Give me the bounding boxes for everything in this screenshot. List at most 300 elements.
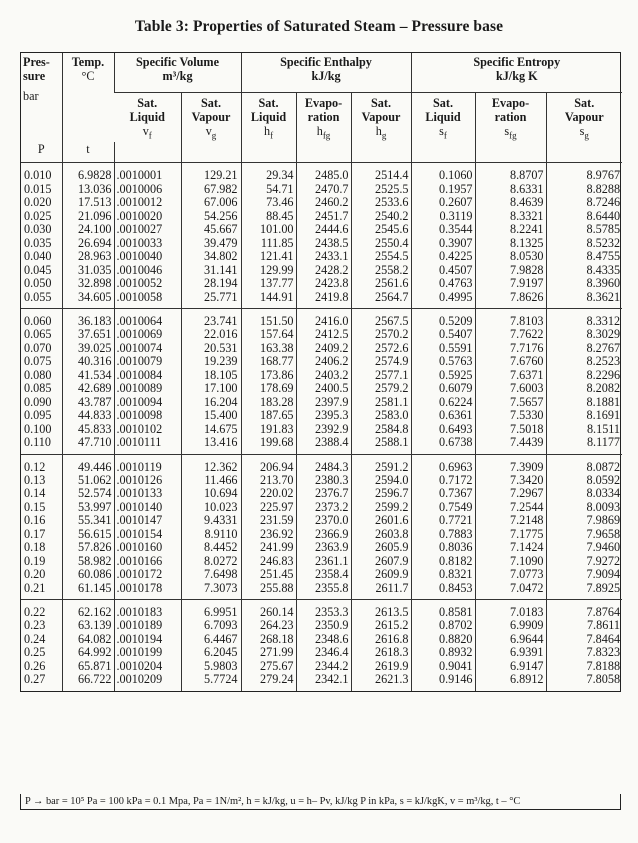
cell-vf: .0010111 bbox=[114, 436, 181, 454]
col-head-sf-subscript: f bbox=[443, 130, 447, 141]
cell-hfg: 2403.2 bbox=[296, 369, 351, 382]
col-head-hfg bbox=[296, 93, 351, 143]
table-row bbox=[21, 436, 622, 454]
cell-vf: .0010040 bbox=[114, 250, 181, 263]
pressure-header bbox=[21, 53, 62, 142]
col-head-sg-subscript: g bbox=[584, 130, 589, 141]
cell-vg: 20.531 bbox=[181, 342, 241, 355]
cell-vg: 8.9110 bbox=[181, 528, 241, 541]
cell-pressure: 0.12 bbox=[24, 459, 46, 474]
specific-entropy-title: Specific Entropy bbox=[473, 55, 561, 69]
cell-hfg: 2344.2 bbox=[296, 660, 351, 673]
cell-vf: .0010052 bbox=[114, 277, 181, 290]
cell-sfg: 8.3321 bbox=[475, 210, 546, 223]
cell-temperature: 13.036 bbox=[62, 183, 114, 196]
table-row bbox=[21, 541, 622, 554]
cell-hf: 236.92 bbox=[241, 528, 296, 541]
cell-hfg: 2370.0 bbox=[296, 514, 351, 527]
table-row bbox=[21, 369, 622, 382]
cell-sf: 0.5763 bbox=[411, 355, 475, 368]
table-row bbox=[21, 528, 622, 541]
cell-sg: 8.0093 bbox=[546, 501, 622, 514]
cell-sg: 7.8464 bbox=[546, 633, 622, 646]
cell-hg: 2554.5 bbox=[351, 250, 411, 263]
cell-vg: 34.802 bbox=[181, 250, 241, 263]
col-head-hg-symbol: h bbox=[375, 124, 382, 138]
cell-vg: 8.4452 bbox=[181, 541, 241, 554]
cell-temperature: 51.062 bbox=[62, 474, 114, 487]
cell-hg: 2581.1 bbox=[351, 396, 411, 409]
cell-temperature: 63.139 bbox=[62, 619, 114, 632]
col-head-hf-line2: Liquid bbox=[250, 110, 287, 124]
cell-vg: 67.982 bbox=[181, 183, 241, 196]
cell-vg: 45.667 bbox=[181, 223, 241, 236]
specific-volume-unit: m³/kg bbox=[162, 69, 193, 83]
cell-hg: 2567.5 bbox=[351, 308, 411, 328]
cell-hg: 2601.6 bbox=[351, 514, 411, 527]
cell-pressure: 0.24 bbox=[24, 632, 46, 646]
cell-sfg: 7.6371 bbox=[475, 369, 546, 382]
table-row bbox=[21, 646, 622, 659]
cell-hf: 173.86 bbox=[241, 369, 296, 382]
cell-pressure: 0.18 bbox=[24, 541, 46, 555]
cell-hf: 260.14 bbox=[241, 600, 296, 620]
col-head-sfg-subscript: fg bbox=[509, 130, 517, 141]
cell-sfg: 7.3420 bbox=[475, 474, 546, 487]
cell-hf: 225.97 bbox=[241, 501, 296, 514]
cell-temperature: 21.096 bbox=[62, 210, 114, 223]
cell-vg: 12.362 bbox=[181, 454, 241, 474]
cell-sf: 0.8182 bbox=[411, 555, 475, 568]
cell-hg: 2611.7 bbox=[351, 582, 411, 600]
cell-vg: 6.4467 bbox=[181, 633, 241, 646]
cell-hg: 2599.2 bbox=[351, 501, 411, 514]
table-row bbox=[21, 474, 622, 487]
cell-pressure: 0.15 bbox=[24, 500, 46, 514]
cell-sf: 0.8932 bbox=[411, 646, 475, 659]
cell-hg: 2613.5 bbox=[351, 600, 411, 620]
table-row bbox=[21, 264, 622, 277]
cell-sfg: 8.8707 bbox=[475, 163, 546, 183]
cell-hf: 29.34 bbox=[241, 163, 296, 183]
cell-vf: .0010154 bbox=[114, 528, 181, 541]
cell-hf: 241.99 bbox=[241, 541, 296, 554]
cell-hf: 129.99 bbox=[241, 264, 296, 277]
cell-pressure: 0.035 bbox=[24, 236, 52, 250]
cell-sg: 8.7246 bbox=[546, 196, 622, 209]
cell-vf: .0010094 bbox=[114, 396, 181, 409]
cell-vf: .0010204 bbox=[114, 660, 181, 673]
cell-pressure: 0.17 bbox=[24, 527, 46, 541]
cell-temperature: 34.605 bbox=[62, 291, 114, 309]
col-head-vf-line2: Liquid bbox=[129, 110, 165, 124]
cell-vg: 5.9803 bbox=[181, 660, 241, 673]
cell-hfg: 2444.6 bbox=[296, 223, 351, 236]
cell-temperature: 64.082 bbox=[62, 633, 114, 646]
specific-entropy-unit: kJ/kg K bbox=[495, 69, 538, 83]
cell-hfg: 2350.9 bbox=[296, 619, 351, 632]
cell-sg: 8.0334 bbox=[546, 487, 622, 500]
cell-hg: 2574.9 bbox=[351, 355, 411, 368]
cell-temperature: 42.689 bbox=[62, 382, 114, 395]
col-head-hf-line1: Sat. bbox=[258, 96, 279, 110]
cell-sfg: 8.0530 bbox=[475, 250, 546, 263]
cell-hg: 2588.1 bbox=[351, 436, 411, 454]
cell-sfg: 7.1424 bbox=[475, 541, 546, 554]
cell-sg: 8.3029 bbox=[546, 328, 622, 341]
cell-vg: 15.400 bbox=[181, 409, 241, 422]
cell-temperature: 62.162 bbox=[62, 600, 114, 620]
cell-vf: .0010160 bbox=[114, 541, 181, 554]
cell-vf: .0010020 bbox=[114, 210, 181, 223]
col-head-vg-subscript: g bbox=[211, 130, 217, 141]
cell-pressure: 0.26 bbox=[24, 659, 46, 673]
cell-sf: 0.3907 bbox=[411, 237, 475, 250]
cell-hg: 2533.6 bbox=[351, 196, 411, 209]
cell-sf: 0.8581 bbox=[411, 600, 475, 620]
cell-hg: 2525.5 bbox=[351, 183, 411, 196]
cell-vg: 10.023 bbox=[181, 501, 241, 514]
cell-hf: 191.83 bbox=[241, 423, 296, 436]
col-head-sf bbox=[411, 93, 475, 143]
cell-hf: 183.28 bbox=[241, 396, 296, 409]
col-head-sfg-line2: ration bbox=[494, 110, 527, 124]
table-row bbox=[21, 277, 622, 290]
cell-temperature: 49.446 bbox=[62, 454, 114, 474]
cell-sfg: 8.2241 bbox=[475, 223, 546, 236]
col-head-vg bbox=[181, 93, 241, 143]
cell-hfg: 2416.0 bbox=[296, 308, 351, 328]
cell-hf: 279.24 bbox=[241, 673, 296, 690]
cell-pressure: 0.065 bbox=[24, 328, 52, 342]
cell-hfg: 2412.5 bbox=[296, 328, 351, 341]
cell-hfg: 2485.0 bbox=[296, 163, 351, 183]
cell-sf: 0.5209 bbox=[411, 308, 475, 328]
cell-sg: 8.9767 bbox=[546, 163, 622, 183]
col-head-sf-line1: Sat. bbox=[433, 96, 453, 110]
pressure-header-line1: Pres- bbox=[23, 55, 50, 69]
cell-sfg: 8.4639 bbox=[475, 196, 546, 209]
cell-pressure: 0.16 bbox=[24, 514, 46, 528]
temperature-header-line1: Temp. bbox=[71, 55, 105, 69]
table-row bbox=[21, 210, 622, 223]
cell-vg: 54.256 bbox=[181, 210, 241, 223]
cell-temperature: 55.341 bbox=[62, 514, 114, 527]
cell-sfg: 7.2967 bbox=[475, 487, 546, 500]
cell-sfg: 7.9197 bbox=[475, 277, 546, 290]
pressure-unit: bar bbox=[23, 89, 39, 103]
col-head-vg-line1: Sat. bbox=[201, 96, 221, 110]
cell-sf: 0.4507 bbox=[411, 264, 475, 277]
cell-hfg: 2358.4 bbox=[296, 568, 351, 581]
cell-hf: 213.70 bbox=[241, 474, 296, 487]
col-head-hf-symbol: h bbox=[263, 124, 271, 138]
cell-hf: 178.69 bbox=[241, 382, 296, 395]
cell-hfg: 2397.9 bbox=[296, 396, 351, 409]
cell-sg: 8.4755 bbox=[546, 250, 622, 263]
table-row bbox=[21, 291, 622, 309]
cell-hfg: 2373.2 bbox=[296, 501, 351, 514]
table-row bbox=[21, 555, 622, 568]
cell-sf: 0.5925 bbox=[411, 369, 475, 382]
cell-vf: .0010001 bbox=[114, 163, 181, 183]
cell-vf: .0010012 bbox=[114, 196, 181, 209]
cell-vf: .0010033 bbox=[114, 237, 181, 250]
cell-sg: 8.3960 bbox=[546, 277, 622, 290]
table-row bbox=[21, 409, 622, 422]
cell-sf: 0.8321 bbox=[411, 568, 475, 581]
cell-sf: 0.6079 bbox=[411, 382, 475, 395]
cell-hf: 101.00 bbox=[241, 223, 296, 236]
col-head-sg-symbol: s bbox=[579, 124, 585, 138]
col-head-vf-line1: Sat. bbox=[137, 96, 158, 110]
col-head-vf-subscript: f bbox=[148, 130, 152, 141]
cell-pressure: 0.090 bbox=[24, 395, 52, 409]
cell-pressure: 0.27 bbox=[24, 673, 46, 687]
col-head-sf-symbol: s bbox=[439, 124, 444, 138]
cell-pressure: 0.21 bbox=[21, 582, 62, 600]
cell-hfg: 2395.3 bbox=[296, 409, 351, 422]
cell-hg: 2591.2 bbox=[351, 454, 411, 474]
cell-vg: 16.204 bbox=[181, 396, 241, 409]
cell-vf: .0010126 bbox=[114, 474, 181, 487]
cell-vf: .0010074 bbox=[114, 342, 181, 355]
cell-pressure: 0.030 bbox=[24, 223, 52, 237]
cell-sg: 7.8611 bbox=[546, 619, 622, 632]
cell-sfg: 6.9147 bbox=[475, 660, 546, 673]
table-row bbox=[21, 454, 622, 474]
cell-sfg: 7.5330 bbox=[475, 409, 546, 422]
cell-hfg: 2361.1 bbox=[296, 555, 351, 568]
cell-sg: 8.2296 bbox=[546, 369, 622, 382]
cell-pressure: 0.070 bbox=[24, 341, 52, 355]
cell-vg: 7.6498 bbox=[181, 568, 241, 581]
cell-hg: 2609.9 bbox=[351, 568, 411, 581]
cell-hfg: 2388.4 bbox=[296, 436, 351, 454]
table-row bbox=[21, 196, 622, 209]
cell-temperature: 58.982 bbox=[62, 555, 114, 568]
cell-sfg: 7.6003 bbox=[475, 382, 546, 395]
cell-hfg: 2433.1 bbox=[296, 250, 351, 263]
cell-hfg: 2346.4 bbox=[296, 646, 351, 659]
cell-temperature: 45.833 bbox=[62, 423, 114, 436]
cell-hfg: 2419.8 bbox=[296, 291, 351, 309]
col-head-sf-line2: Liquid bbox=[425, 110, 461, 124]
cell-sf: 0.1060 bbox=[411, 163, 475, 183]
cell-vf: .0010058 bbox=[114, 291, 181, 309]
cell-vg: 14.675 bbox=[181, 423, 241, 436]
cell-pressure: 0.085 bbox=[24, 382, 52, 396]
cell-temperature: 43.787 bbox=[62, 396, 114, 409]
col-head-vf-symbol: v bbox=[142, 124, 149, 138]
cell-vg: 5.7724 bbox=[181, 673, 241, 690]
cell-sf: 0.7367 bbox=[411, 487, 475, 500]
cell-sf: 0.4225 bbox=[411, 250, 475, 263]
cell-sg: 7.8323 bbox=[546, 646, 622, 659]
cell-sf: 0.8820 bbox=[411, 633, 475, 646]
table-row bbox=[21, 633, 622, 646]
cell-pressure: 0.020 bbox=[24, 196, 52, 210]
cell-sfg: 6.9391 bbox=[475, 646, 546, 659]
cell-sg: 8.6440 bbox=[546, 210, 622, 223]
cell-pressure: 0.050 bbox=[24, 277, 52, 291]
col-head-hfg-line2: ration bbox=[307, 110, 340, 124]
cell-hf: 144.91 bbox=[241, 291, 296, 309]
cell-hg: 2540.2 bbox=[351, 210, 411, 223]
cell-vg: 9.4331 bbox=[181, 514, 241, 527]
cell-sfg: 7.0183 bbox=[475, 600, 546, 620]
table-row bbox=[21, 568, 622, 581]
cell-vg: 6.2045 bbox=[181, 646, 241, 659]
table-row bbox=[21, 342, 622, 355]
cell-hf: 264.23 bbox=[241, 619, 296, 632]
table-row bbox=[21, 600, 622, 620]
cell-sf: 0.5591 bbox=[411, 342, 475, 355]
specific-volume-title: Specific Volume bbox=[136, 55, 219, 69]
cell-hg: 2577.1 bbox=[351, 369, 411, 382]
cell-hg: 2579.2 bbox=[351, 382, 411, 395]
cell-hf: 231.59 bbox=[241, 514, 296, 527]
table-title: Table 3: Properties of Saturated Steam – Pressure base bbox=[134, 18, 504, 35]
cell-pressure: 0.025 bbox=[24, 209, 52, 223]
table-row bbox=[21, 183, 622, 196]
cell-vg: 19.239 bbox=[181, 355, 241, 368]
cell-hg: 2564.7 bbox=[351, 291, 411, 309]
cell-sfg: 7.0773 bbox=[475, 568, 546, 581]
cell-vf: .0010178 bbox=[114, 582, 181, 600]
col-head-hf bbox=[241, 93, 296, 143]
cell-sg: 7.8764 bbox=[546, 600, 622, 620]
pressure-header-line2: sure bbox=[23, 69, 46, 83]
cell-vg: 67.006 bbox=[181, 196, 241, 209]
cell-vf: .0010199 bbox=[114, 646, 181, 659]
cell-sf: 0.8453 bbox=[411, 582, 475, 600]
cell-sg: 8.3621 bbox=[546, 291, 622, 309]
cell-sf: 0.7172 bbox=[411, 474, 475, 487]
cell-vg: 8.0272 bbox=[181, 555, 241, 568]
cell-hf: 271.99 bbox=[241, 646, 296, 659]
cell-vf: .0010194 bbox=[114, 633, 181, 646]
cell-vf: .0010209 bbox=[114, 673, 181, 690]
cell-vg: 25.771 bbox=[181, 291, 241, 309]
cell-hf: 111.85 bbox=[241, 237, 296, 250]
cell-sfg: 7.9828 bbox=[475, 264, 546, 277]
cell-sg: 8.1691 bbox=[546, 409, 622, 422]
cell-vf: .0010064 bbox=[114, 308, 181, 328]
cell-sfg: 7.2544 bbox=[475, 501, 546, 514]
steam-table bbox=[20, 52, 621, 692]
cell-pressure: 0.19 bbox=[24, 554, 46, 568]
cell-hg: 2570.2 bbox=[351, 328, 411, 341]
cell-sfg: 6.8912 bbox=[475, 673, 546, 690]
cell-vf: .0010089 bbox=[114, 382, 181, 395]
table-row bbox=[21, 514, 622, 527]
cell-sf: 0.6224 bbox=[411, 396, 475, 409]
cell-sfg: 7.8626 bbox=[475, 291, 546, 309]
cell-hf: 268.18 bbox=[241, 633, 296, 646]
cell-sf: 0.3119 bbox=[411, 210, 475, 223]
temperature-symbol: t bbox=[62, 142, 114, 163]
cell-hfg: 2423.8 bbox=[296, 277, 351, 290]
cell-sf: 0.1957 bbox=[411, 183, 475, 196]
cell-sf: 0.8702 bbox=[411, 619, 475, 632]
table-row bbox=[21, 487, 622, 500]
cell-sg: 8.3312 bbox=[546, 308, 622, 328]
cell-hg: 2558.2 bbox=[351, 264, 411, 277]
table-row bbox=[21, 673, 622, 690]
cell-hfg: 2470.7 bbox=[296, 183, 351, 196]
cell-temperature: 37.651 bbox=[62, 328, 114, 341]
cell-pressure: 0.010 bbox=[24, 168, 52, 183]
table-row bbox=[21, 619, 622, 632]
cell-hfg: 2353.3 bbox=[296, 600, 351, 620]
cell-sg: 7.9460 bbox=[546, 541, 622, 554]
cell-hfg: 2484.3 bbox=[296, 454, 351, 474]
cell-sg: 7.9658 bbox=[546, 528, 622, 541]
cell-temperature: 60.086 bbox=[62, 568, 114, 581]
table-row bbox=[21, 328, 622, 341]
cell-sg: 8.2767 bbox=[546, 342, 622, 355]
cell-temperature: 32.898 bbox=[62, 277, 114, 290]
col-head-hg-subscript: g bbox=[381, 130, 387, 141]
col-head-hf-subscript: f bbox=[270, 130, 274, 141]
cell-sf: 0.9041 bbox=[411, 660, 475, 673]
cell-hg: 2550.4 bbox=[351, 237, 411, 250]
cell-pressure: 0.20 bbox=[24, 568, 46, 582]
cell-sf: 0.6493 bbox=[411, 423, 475, 436]
col-head-sg bbox=[546, 93, 622, 143]
table-row bbox=[21, 382, 622, 395]
cell-pressure: 0.075 bbox=[24, 355, 52, 369]
cell-temperature: 66.722 bbox=[62, 673, 114, 690]
cell-sfg: 8.1325 bbox=[475, 237, 546, 250]
cell-hf: 157.64 bbox=[241, 328, 296, 341]
cell-temperature: 31.035 bbox=[62, 264, 114, 277]
cell-temperature: 47.710 bbox=[62, 436, 114, 454]
cell-pressure: 0.25 bbox=[24, 646, 46, 660]
cell-vg: 13.416 bbox=[181, 436, 241, 454]
temperature-unit: °C bbox=[81, 69, 95, 83]
cell-hfg: 2355.8 bbox=[296, 582, 351, 600]
cell-vf: .0010140 bbox=[114, 501, 181, 514]
table-row bbox=[21, 355, 622, 368]
cell-hf: 199.68 bbox=[241, 436, 296, 454]
cell-sg: 8.1881 bbox=[546, 396, 622, 409]
cell-vf: .0010079 bbox=[114, 355, 181, 368]
cell-hg: 2583.0 bbox=[351, 409, 411, 422]
cell-sf: 0.6963 bbox=[411, 454, 475, 474]
cell-pressure: 0.040 bbox=[24, 250, 52, 264]
cell-sf: 0.7883 bbox=[411, 528, 475, 541]
cell-sg: 8.4335 bbox=[546, 264, 622, 277]
cell-vf: .0010102 bbox=[114, 423, 181, 436]
col-head-sfg bbox=[475, 93, 546, 143]
cell-hfg: 2348.6 bbox=[296, 633, 351, 646]
cell-vf: .0010166 bbox=[114, 555, 181, 568]
cell-vf: .0010084 bbox=[114, 369, 181, 382]
cell-sg: 7.9272 bbox=[546, 555, 622, 568]
cell-hg: 2594.0 bbox=[351, 474, 411, 487]
col-head-hg bbox=[351, 93, 411, 143]
cell-hg: 2596.7 bbox=[351, 487, 411, 500]
cell-hf: 121.41 bbox=[241, 250, 296, 263]
cell-hfg: 2400.5 bbox=[296, 382, 351, 395]
cell-hf: 88.45 bbox=[241, 210, 296, 223]
col-head-hg-line1: Sat. bbox=[371, 96, 391, 110]
cell-temperature: 64.992 bbox=[62, 646, 114, 659]
cell-hf: 206.94 bbox=[241, 454, 296, 474]
cell-hfg: 2380.3 bbox=[296, 474, 351, 487]
